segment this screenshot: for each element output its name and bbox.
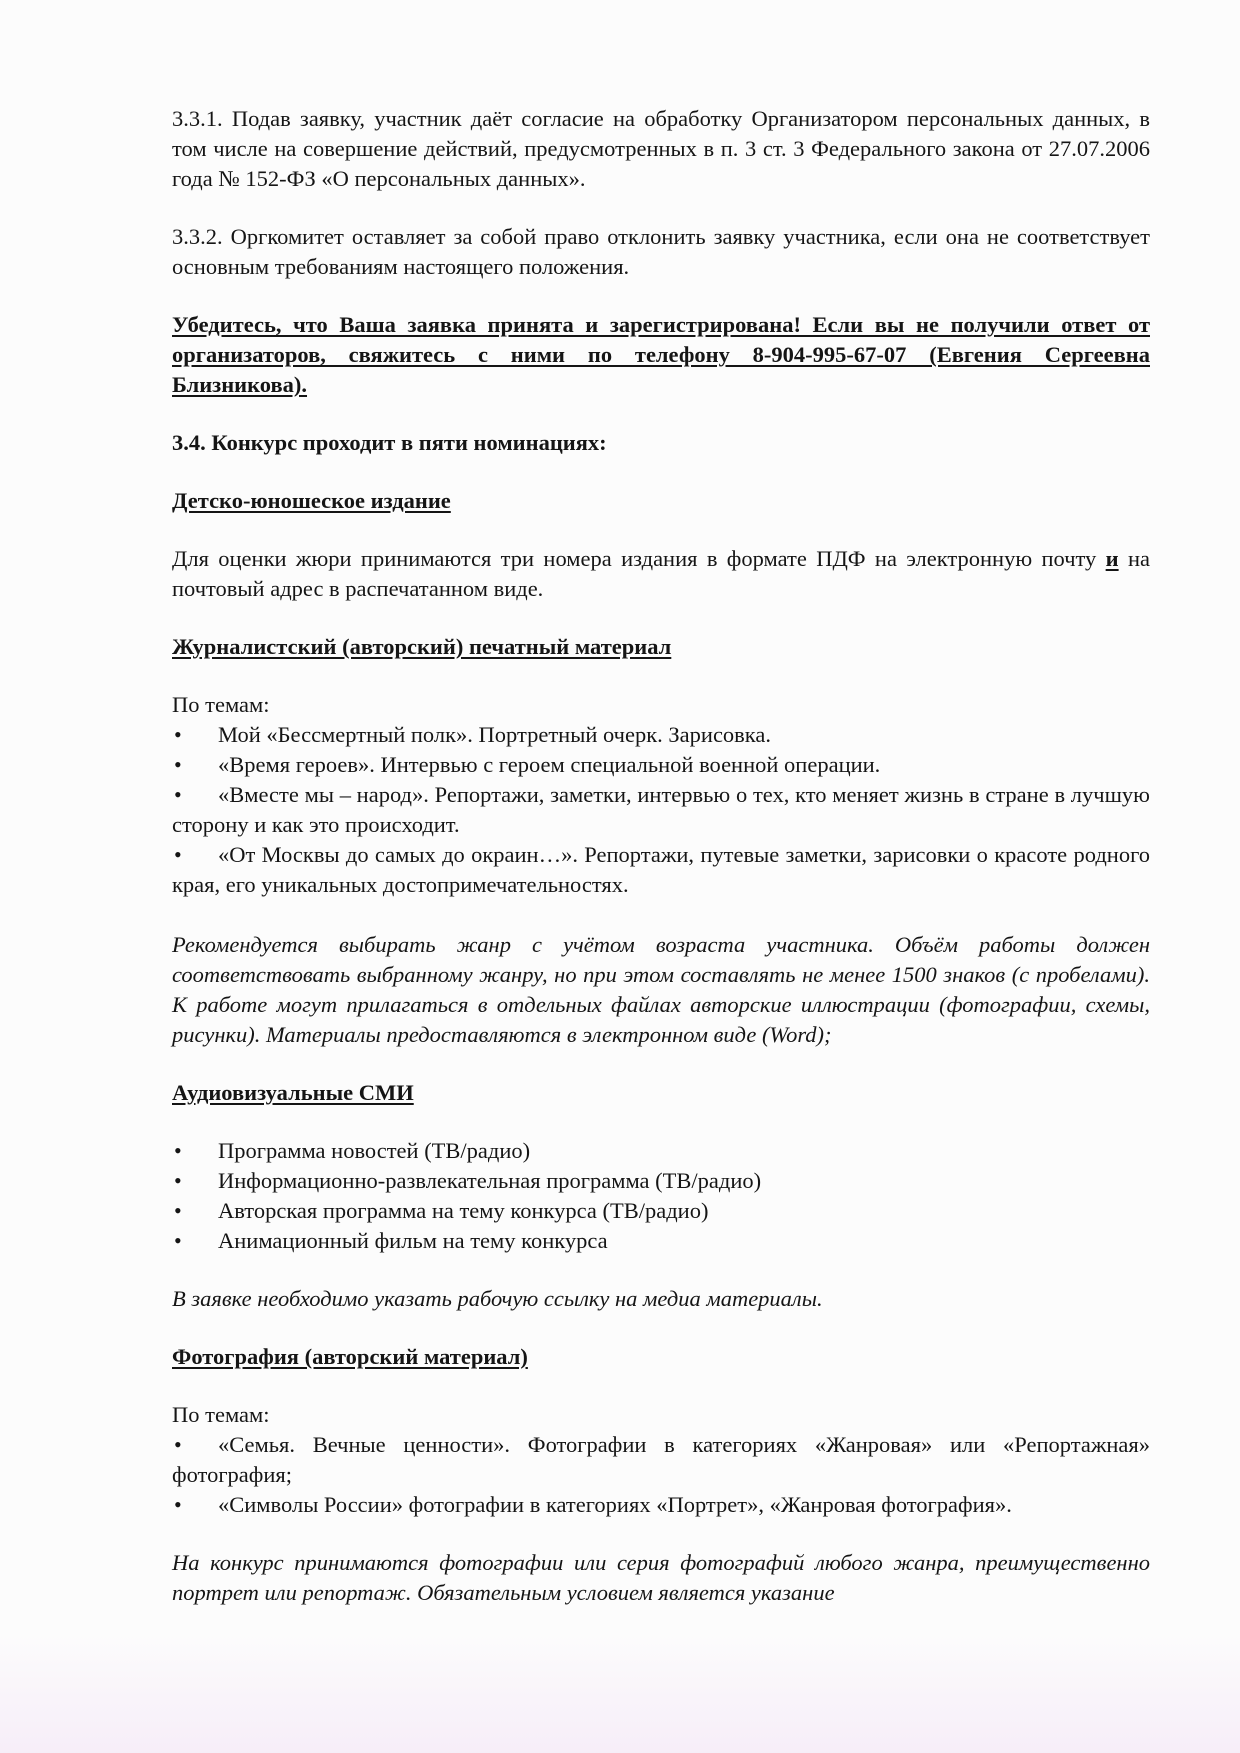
list-item: • Информационно-развлекательная программа (ТВ/радио) <box>172 1166 1150 1196</box>
photo-topics-label: По темам: <box>172 1402 270 1427</box>
av-list <box>172 1136 1150 1256</box>
section-heading-youth: Детско-юношеское издание <box>172 488 451 513</box>
journalism-topics-list <box>172 720 1150 900</box>
section-heading-photo: Фотография (авторский материал) <box>172 1344 528 1369</box>
list-item: • Мой «Бессмертный полк». Портретный очерк. Зарисовка. <box>172 720 1150 750</box>
section-heading-journalism: Журналистский (авторский) печатный материал <box>172 634 672 659</box>
paragraph-3-3-2: 3.3.2. Оргкомитет оставляет за собой право отклонить заявку участника, если она не соответствует основным требованиям настоящего положения. <box>172 224 1150 279</box>
registration-warning: Убедитесь, что Ваша заявка принята и зарегистрирована! Если вы не получили ответ от организаторов, свяжитесь с ними по телефону 8-904-995-67-07 (Евгения Сергеевна Близникова). <box>172 312 1150 397</box>
youth-text-before: Для оценки жюри принимаются три номера издания в формате ПДФ на электронную почту <box>172 546 1106 571</box>
list-item: • «От Москвы до самых до окраин…». Репортажи, путевые заметки, зарисовки о красоте родного края, его уникальных достопримечательностях. <box>172 840 1150 900</box>
scan-tint <box>0 1633 1240 1753</box>
list-item: • «Время героев». Интервью с героем специальной военной операции. <box>172 750 1150 780</box>
list-item: • Программа новостей (ТВ/радио) <box>172 1136 1150 1166</box>
journalism-topics-label: По темам: <box>172 692 270 717</box>
list-item: • Авторская программа на тему конкурса (ТВ/радио) <box>172 1196 1150 1226</box>
list-item: • «Семья. Вечные ценности». Фотографии в категориях «Жанровая» или «Репортажная» фотография; <box>172 1430 1150 1490</box>
list-item: • «Символы России» фотографии в категориях «Портрет», «Жанровая фотография». <box>172 1490 1150 1520</box>
paragraph-3-3-1: 3.3.1. Подав заявку, участник даёт согласие на обработку Организатором персональных данных, в том числе на совершение действий, предусмотренных в п. 3 ст. 3 Федерального закона от 27.07.2006 года № 152-ФЗ «О персональных данных». <box>172 106 1150 191</box>
youth-text-emph: и <box>1105 546 1119 571</box>
list-item: • «Вместе мы – народ». Репортажи, заметки, интервью о тех, кто меняет жизнь в стране в лучшую сторону и как это происходит. <box>172 780 1150 840</box>
youth-description <box>172 544 1150 604</box>
section-heading-av: Аудиовизуальные СМИ <box>172 1080 414 1105</box>
list-item: • Анимационный фильм на тему конкурса <box>172 1226 1150 1256</box>
paragraph-3-4: 3.4. Конкурс проходит в пяти номинациях: <box>172 430 607 455</box>
journalism-note: Рекомендуется выбирать жанр с учётом возраста участника. Объём работы должен соответствовать выбранному жанру, но при этом составлять не менее 1500 знаков (с пробелами). К работе могут прилагаться в отдельных файлах авторские иллюстрации (фотографии, схемы, рисунки). Материалы предоставляются в электронном виде (Word); <box>172 932 1150 1047</box>
document-body <box>172 104 1150 1608</box>
av-note: В заявке необходимо указать рабочую ссылку на медиа материалы. <box>172 1286 823 1311</box>
youth-text-after: на почтовый адрес в распечатанном виде. <box>172 546 1150 601</box>
photo-topics-list <box>172 1430 1150 1520</box>
photo-note: На конкурс принимаются фотографии или серия фотографий любого жанра, преимущественно портрет или репортаж. Обязательным условием является указание <box>172 1550 1150 1605</box>
